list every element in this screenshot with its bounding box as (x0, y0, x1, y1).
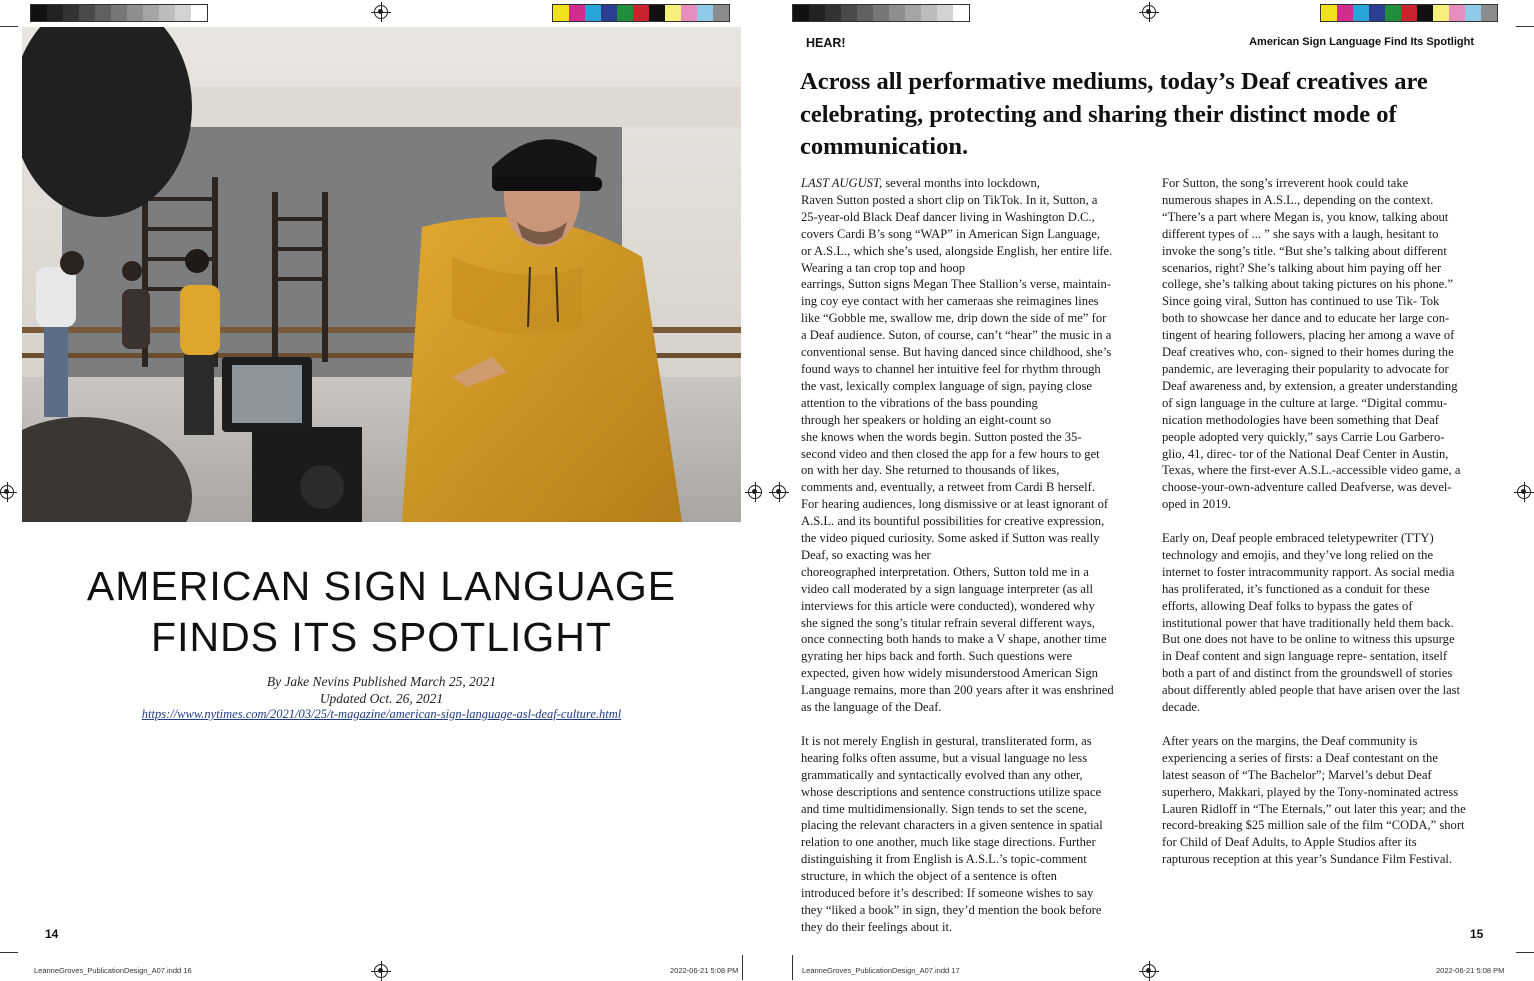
color-swatch (1401, 5, 1417, 21)
registration-mark-icon (374, 5, 388, 19)
grayscale-color-bar (30, 4, 208, 22)
color-swatch (1353, 5, 1369, 21)
color-swatch (633, 5, 649, 21)
crop-mark (1516, 26, 1534, 27)
article-deck: Across all performative mediums, today’s Deaf creatives are celebrating, protecting and sharing their distinct mode of communication. (800, 68, 1428, 160)
color-swatch (1481, 5, 1497, 21)
slug-filename: LeanneGroves_PublicationDesign_A07.indd 17 (802, 966, 960, 975)
color-swatch (681, 5, 697, 21)
article-column-1 (801, 175, 1151, 936)
slug-filename: LeanneGroves_PublicationDesign_A07.indd 16 (34, 966, 192, 975)
color-swatch (63, 5, 79, 21)
color-swatch (31, 5, 47, 21)
color-swatch (127, 5, 143, 21)
color-swatch (553, 5, 569, 21)
running-head: American Sign Language Find Its Spotlight (1249, 36, 1474, 48)
color-swatch (111, 5, 127, 21)
color-swatch (1449, 5, 1465, 21)
paragraph-text: several months into lockdown, Raven Sutton posted a short clip on TikTok. In it, Sutton, a 25-year-old Black Deaf dancer living in Washington D.C., covers Cardi B’s song “WAP” in American Sign Language, or A.S.L., which she’s used, alongside English, her entire life. Wearing a tan crop top and hoop earrings, Sutton signs Megan Thee Stallion’s verse, maintain- ing coy eye contact with her cameraas she reimagines lines like “Gobble me, swallow me, drip down the side of me” for a Deaf audience. Suton, of course, can’t “hear” the music in a conventional sense. But having danced since childhood, she’s found ways to channel her intuitive feel for rhythm through the vast, lexically complex language of sign, paying close attention to the vibrations of the bass pounding through her speakers or holding an eight-count so she knows when the words begin. Sutton posted the 35- second video and then closed the app for a few hours to get on with her day. She returned to thousands of likes, comments and, eventually, a retweet from Cardi B herself. For hearing audiences, long dismissive or at least ignorant of A.S.L. and its bountiful possibilities for creative expression, the video piqued curiosity. Some asked if Sutton was really Deaf, so exacting was her choreographed interpretation. Others, Sutton told me in a video call moderated by a sign language interpreter (as all interviews for this article were conducted), wondered why she signed the song’s titular refrain several different ways, once connecting both hands to make a V shape, another time gyrating her hips back and forth. Such questions were expected, given how widely misunderstood American Sign Language remains, more than 200 years after it was enshrined as the language of the Deaf. (801, 176, 1114, 715)
color-swatch (889, 5, 905, 21)
color-swatch (1433, 5, 1449, 21)
color-swatch (143, 5, 159, 21)
color-swatch (841, 5, 857, 21)
registration-mark-icon (748, 485, 762, 499)
paragraph: It is not merely English in gestural, transliterated form, as hearing folks often assume, but a visual language no less grammatically and syntactically evolved than any other, whose descriptions and sentence constructions utilize space and time multidimensionally. Sign tends to set the scene, placing the relevant characters in a given sentence in spatial relation to one another, much like stage directions. Further distinguishing it from English is A.S.L.’s topic-comment structure, in which the object of a sentence is often introduced before it’s described: If someone wishes to say they “liked a book” in sign, they’d mention the book before they do their feelings about it. (801, 733, 1103, 934)
section-kicker: HEAR! (806, 36, 846, 50)
registration-mark-icon (1142, 5, 1156, 19)
color-swatch (1385, 5, 1401, 21)
color-swatch (191, 5, 207, 21)
registration-mark-icon (374, 964, 388, 978)
crop-mark (0, 26, 18, 27)
article-headline-line-1: AMERICAN SIGN LANGUAGE (86, 563, 677, 609)
crop-mark (1516, 952, 1534, 953)
registration-mark-icon (772, 485, 786, 499)
process-color-bar (1320, 4, 1498, 22)
spine-gutter (762, 0, 772, 980)
left-page (0, 0, 762, 980)
color-swatch (1369, 5, 1385, 21)
color-swatch (857, 5, 873, 21)
crop-mark (792, 955, 793, 980)
page-number: 14 (45, 927, 59, 941)
lead-in: LAST AUGUST, (801, 176, 883, 190)
color-swatch (649, 5, 665, 21)
color-swatch (1465, 5, 1481, 21)
feature-photo (22, 27, 741, 522)
registration-mark-icon (1142, 964, 1156, 978)
color-swatch (95, 5, 111, 21)
color-swatch (713, 5, 729, 21)
registration-mark-icon (0, 485, 14, 499)
color-swatch (809, 5, 825, 21)
page-number: 15 (1470, 927, 1484, 941)
article-headline-line-2: FINDS ITS SPOTLIGHT (151, 614, 612, 660)
color-swatch (905, 5, 921, 21)
slug-timestamp: 2022-06-21 5:08 PM (1436, 966, 1505, 975)
color-swatch (953, 5, 969, 21)
crop-mark (0, 952, 18, 953)
color-swatch (937, 5, 953, 21)
paragraph: After years on the margins, the Deaf community is experiencing a series of firsts: a Deaf contestant on the latest season of “The Bachelor”; Marvel’s debut Deaf superhero, Makkari, played by the Tony-nominated actress Lauren Ridloff in “The Eternals,” out later this year; and the record-breaking $25 million sale of the film “CODA,” short for Child of Deaf Adults, to Apple Studios after its rapturous reception at this year’s Sundance Film Festival. (1162, 733, 1466, 867)
color-swatch (697, 5, 713, 21)
slug-timestamp: 2022-06-21 5:08 PM (670, 966, 739, 975)
color-swatch (1417, 5, 1433, 21)
color-swatch (1321, 5, 1337, 21)
color-swatch (175, 5, 191, 21)
process-color-bar (552, 4, 730, 22)
color-swatch (825, 5, 841, 21)
color-swatch (79, 5, 95, 21)
paragraph: Early on, Deaf people embraced teletypewriter (TTY) technology and emojis, and they’ve long relied on the internet to foster intracommunity rapport. As social media has proliferated, it’s functioned as a conduit for these efforts, allowing Deaf folks to bypass the gates of institutional power that have traditionally held them back. But one does not have to be online to witness this upsurge in Deaf content and sign language repre- sentation, itself both a part of and distinct from the groundswell of stories about differently abled people that have arisen over the last decade. (1162, 531, 1461, 715)
color-swatch (1337, 5, 1353, 21)
color-swatch (601, 5, 617, 21)
grayscale-color-bar (792, 4, 970, 22)
paragraph (801, 175, 1151, 716)
color-swatch (47, 5, 63, 21)
color-swatch (617, 5, 633, 21)
color-swatch (921, 5, 937, 21)
article-column-2 (1162, 175, 1502, 868)
color-swatch (569, 5, 585, 21)
color-swatch (159, 5, 175, 21)
color-swatch (585, 5, 601, 21)
crop-mark (742, 955, 743, 980)
color-swatch (873, 5, 889, 21)
byline: By Jake Nevins Published March 25, 2021 (266, 674, 497, 689)
paragraph: For Sutton, the song’s irreverent hook could take numerous shapes in A.S.L., depending on the context. “There’s a part where Megan is, you know, talking about different types of ... ” she says with a laugh, hesitant to invoke the song’s title. “But she’s talking about different scenarios, right? She’s talking about him paying off her college, she’s talking about taking pictures on his phone.” Since going viral, Sutton has continued to use Tik- Tok both to showcase her dance and to educate her large con- tingent of hearing followers, placing her among a wave of Deaf creatives who, con- signed to their homes during the pandemic, are leveraging their popularity to advocate for Deaf awareness and, by extension, a greater understanding of sign language in the culture at large. “Digital commu- nication methodologies have been something that Deaf people adopted very quickly,” says Carrie Lou Garbero- glio, 41, direc- tor of the National Deaf Center in Austin, Texas, where the first-ever A.S.L.-accessible video game, a choose-your-own-adventure called Deafverse, was devel- oped in 2019. (1162, 176, 1461, 512)
color-swatch (793, 5, 809, 21)
registration-mark-icon (1517, 485, 1531, 499)
source-link[interactable]: https://www.nytimes.com/2021/03/25/t-magazine/american-sign-language-asl-deaf-culture.html (141, 707, 622, 721)
color-swatch (665, 5, 681, 21)
updated-date: Updated Oct. 26, 2021 (319, 691, 444, 706)
